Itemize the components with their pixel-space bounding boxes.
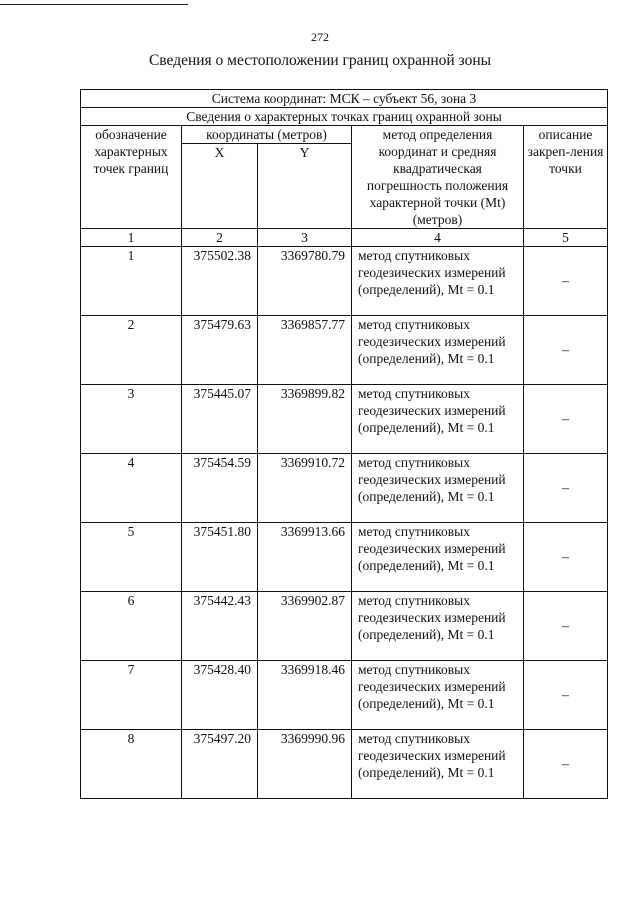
column-number: 5 <box>524 229 608 247</box>
y-coordinate-cell: 3369913.66 <box>258 523 352 592</box>
description-cell: – <box>524 247 608 316</box>
table-row <box>81 316 608 385</box>
x-coordinate-cell: 375502.38 <box>182 247 258 316</box>
header-method: метод определения координат и средняя квадратическая погрешность положения характерной точки (Mt) (метров) <box>352 126 524 229</box>
document-title: Сведения о местоположении границ охранной зоны <box>148 52 492 69</box>
coordinates-table <box>80 89 608 799</box>
method-cell: метод спутниковых геодезических измерений (определений), Mt = 0.1 <box>352 661 524 730</box>
table-row <box>81 454 608 523</box>
description-cell: – <box>524 316 608 385</box>
y-coordinate-cell: 3369910.72 <box>258 454 352 523</box>
x-coordinate-cell: 375442.43 <box>182 592 258 661</box>
x-coordinate-cell: 375454.59 <box>182 454 258 523</box>
y-coordinate-cell: 3369990.96 <box>258 730 352 799</box>
table-row <box>81 661 608 730</box>
description-cell: – <box>524 730 608 799</box>
top-rule <box>0 4 188 5</box>
y-coordinate-cell: 3369857.77 <box>258 316 352 385</box>
method-cell: метод спутниковых геодезических измерений (определений), Mt = 0.1 <box>352 385 524 454</box>
description-cell: – <box>524 661 608 730</box>
table-row <box>81 523 608 592</box>
point-number-cell: 2 <box>81 316 182 385</box>
column-number: 1 <box>81 229 182 247</box>
x-coordinate-cell: 375428.40 <box>182 661 258 730</box>
table-row <box>81 592 608 661</box>
description-cell: – <box>524 592 608 661</box>
y-coordinate-cell: 3369918.46 <box>258 661 352 730</box>
coordinate-system-cell: Система координат: МСК – субъект 56, зона 3 <box>81 90 608 108</box>
page-number: 272 <box>311 30 329 44</box>
header-point-designation: обозначение характерных точек границ <box>81 126 182 229</box>
point-number-cell: 8 <box>81 730 182 799</box>
header-y: Y <box>258 144 352 229</box>
column-number: 2 <box>182 229 258 247</box>
y-coordinate-cell: 3369902.87 <box>258 592 352 661</box>
method-cell: метод спутниковых геодезических измерений (определений), Mt = 0.1 <box>352 454 524 523</box>
method-cell: метод спутниковых геодезических измерений (определений), Mt = 0.1 <box>352 247 524 316</box>
y-coordinate-cell: 3369780.79 <box>258 247 352 316</box>
method-cell: метод спутниковых геодезических измерений (определений), Mt = 0.1 <box>352 730 524 799</box>
description-cell: – <box>524 385 608 454</box>
column-number: 4 <box>352 229 524 247</box>
point-number-cell: 6 <box>81 592 182 661</box>
point-number-cell: 3 <box>81 385 182 454</box>
header-description: описание закреп-ления точки <box>524 126 608 229</box>
column-number: 3 <box>258 229 352 247</box>
x-coordinate-cell: 375497.20 <box>182 730 258 799</box>
table-row <box>81 730 608 799</box>
point-number-cell: 1 <box>81 247 182 316</box>
table-row <box>81 247 608 316</box>
section-title-cell: Сведения о характерных точках границ охранной зоны <box>81 108 608 126</box>
method-cell: метод спутниковых геодезических измерений (определений), Mt = 0.1 <box>352 316 524 385</box>
header-x: X <box>182 144 258 229</box>
method-cell: метод спутниковых геодезических измерений (определений), Mt = 0.1 <box>352 523 524 592</box>
point-number-cell: 5 <box>81 523 182 592</box>
description-cell: – <box>524 523 608 592</box>
table-row <box>81 385 608 454</box>
point-number-cell: 4 <box>81 454 182 523</box>
description-cell: – <box>524 454 608 523</box>
header-coordinates: координаты (метров) <box>182 126 352 144</box>
x-coordinate-cell: 375451.80 <box>182 523 258 592</box>
method-cell: метод спутниковых геодезических измерений (определений), Mt = 0.1 <box>352 592 524 661</box>
x-coordinate-cell: 375479.63 <box>182 316 258 385</box>
point-number-cell: 7 <box>81 661 182 730</box>
y-coordinate-cell: 3369899.82 <box>258 385 352 454</box>
x-coordinate-cell: 375445.07 <box>182 385 258 454</box>
